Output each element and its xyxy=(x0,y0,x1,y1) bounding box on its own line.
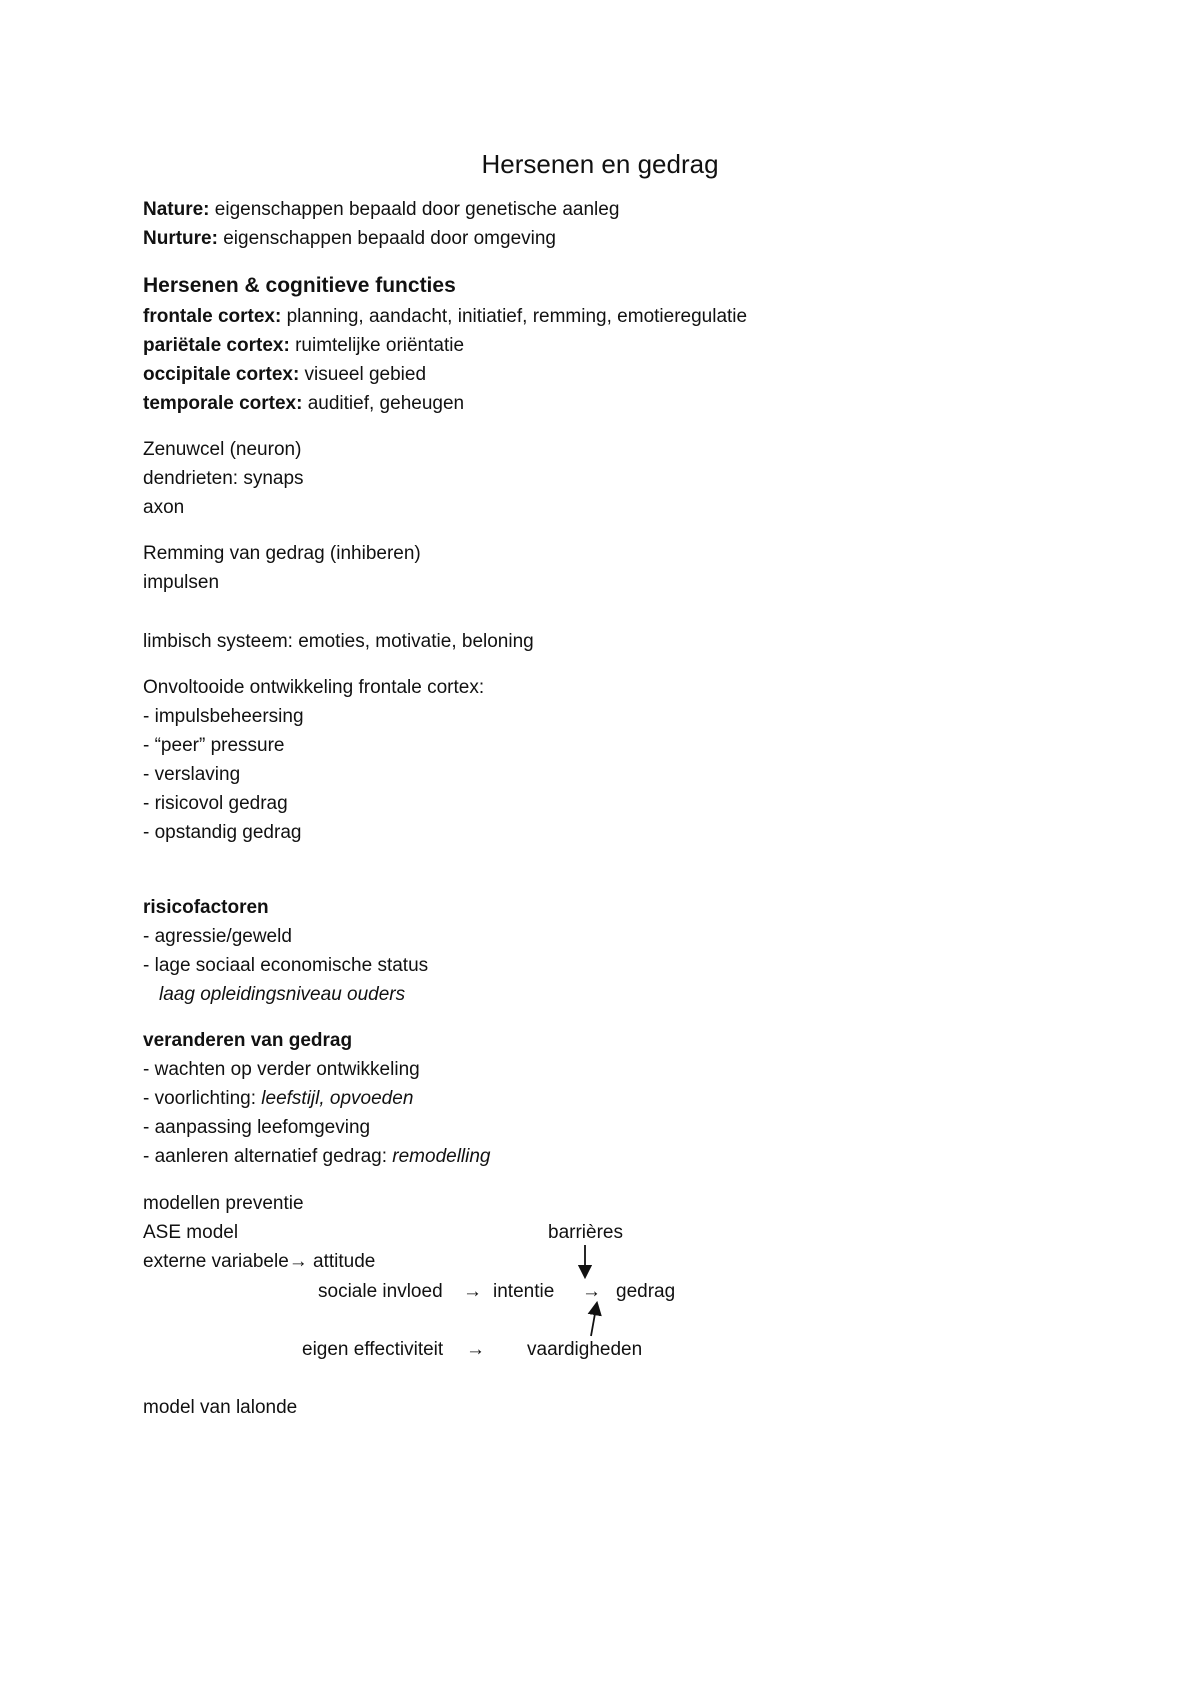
risk-sub: laag opleidingsniveau ouders xyxy=(159,984,406,1005)
gedrag-label: gedrag xyxy=(616,1281,676,1302)
brain-heading: Hersenen & cognitieve functies xyxy=(143,274,456,297)
frontal-dev-item: - impulsbeheersing xyxy=(143,706,304,727)
brain-term: pariëtale cortex: xyxy=(143,335,290,356)
brain-term: temporale cortex: xyxy=(143,393,303,414)
brain-text: visueel gebied xyxy=(299,364,427,385)
change-item xyxy=(143,1058,420,1082)
change-item-text: - voorlichting: xyxy=(143,1088,262,1109)
lalonde-line: model van lalonde xyxy=(143,1397,298,1418)
change-item-text: - aanpassing leefomgeving xyxy=(143,1117,371,1138)
brain-text: ruimtelijke oriëntatie xyxy=(289,335,465,356)
vaardigheden-up-arrow xyxy=(591,1308,596,1336)
arrow-right-icon: → xyxy=(463,1281,482,1302)
change-item-italic: leefstijl, opvoeden xyxy=(261,1088,414,1109)
brain-text: planning, aandacht, initiatief, remming, emotieregulatie xyxy=(281,306,748,327)
attitude-label: attitude xyxy=(307,1251,376,1272)
change-item xyxy=(143,1087,413,1111)
impulses-line: impulsen xyxy=(143,572,220,593)
arrow-right-icon: → xyxy=(288,1251,308,1272)
change-item xyxy=(143,1145,491,1169)
externe-line xyxy=(143,1250,375,1274)
change-item-text: - wachten op verder ontwikkeling xyxy=(143,1059,420,1080)
axon-line: axon xyxy=(143,497,185,518)
change-item xyxy=(143,1116,370,1140)
nature-line xyxy=(143,198,619,222)
inhibit-line: Remming van gedrag (inhiberen) xyxy=(143,543,421,564)
brain-item-parietal xyxy=(143,334,464,358)
frontal-dev-item: - risicovol gedrag xyxy=(143,793,288,814)
barrieres-label: barrières xyxy=(548,1222,623,1243)
frontal-dev-item: - “peer” pressure xyxy=(143,735,285,756)
brain-term: frontale cortex: xyxy=(143,306,282,327)
nurture-text: eigenschappen bepaald door omgeving xyxy=(217,228,556,249)
change-heading: veranderen van gedrag xyxy=(143,1030,353,1051)
risk-item: - lage sociaal economische status xyxy=(143,955,429,976)
frontal-dev-item: - opstandig gedrag xyxy=(143,822,302,843)
brain-item-occipital xyxy=(143,363,426,387)
change-item-italic: remodelling xyxy=(392,1146,491,1167)
arrow-right-icon: → xyxy=(466,1339,485,1360)
limbic-line: limbisch systeem: emoties, motivatie, beloning xyxy=(143,631,534,652)
risk-heading: risicofactoren xyxy=(143,897,269,918)
ase-model-line: ASE model xyxy=(143,1222,239,1243)
eigen-effectiviteit-label: eigen effectiviteit xyxy=(302,1339,444,1360)
frontal-dev-heading: Onvoltooide ontwikkeling frontale cortex: xyxy=(143,677,485,698)
frontal-dev-item: - verslaving xyxy=(143,764,241,785)
change-item-text: - aanleren alternatief gedrag: xyxy=(143,1146,393,1167)
nature-text: eigenschappen bepaald door genetische aanleg xyxy=(209,199,620,220)
brain-item-frontal xyxy=(143,305,747,329)
neuron-line: Zenuwcel (neuron) xyxy=(143,439,302,460)
risk-item: - agressie/geweld xyxy=(143,926,292,947)
nurture-term: Nurture: xyxy=(143,228,218,249)
dendrites-line: dendrieten: synaps xyxy=(143,468,304,489)
sociale-invloed-label: sociale invloed xyxy=(318,1281,443,1302)
arrow-right-icon: → xyxy=(582,1281,601,1302)
nurture-line xyxy=(143,227,556,251)
prevention-line: modellen preventie xyxy=(143,1193,304,1214)
page-title: Hersenen en gedrag xyxy=(481,149,719,179)
externe-label: externe variabele xyxy=(143,1251,289,1272)
intentie-label: intentie xyxy=(493,1281,555,1302)
nature-term: Nature: xyxy=(143,199,210,220)
vaardigheden-label: vaardigheden xyxy=(527,1339,643,1360)
brain-item-temporal xyxy=(143,392,464,416)
brain-text: auditief, geheugen xyxy=(302,393,465,414)
brain-term: occipitale cortex: xyxy=(143,364,300,385)
